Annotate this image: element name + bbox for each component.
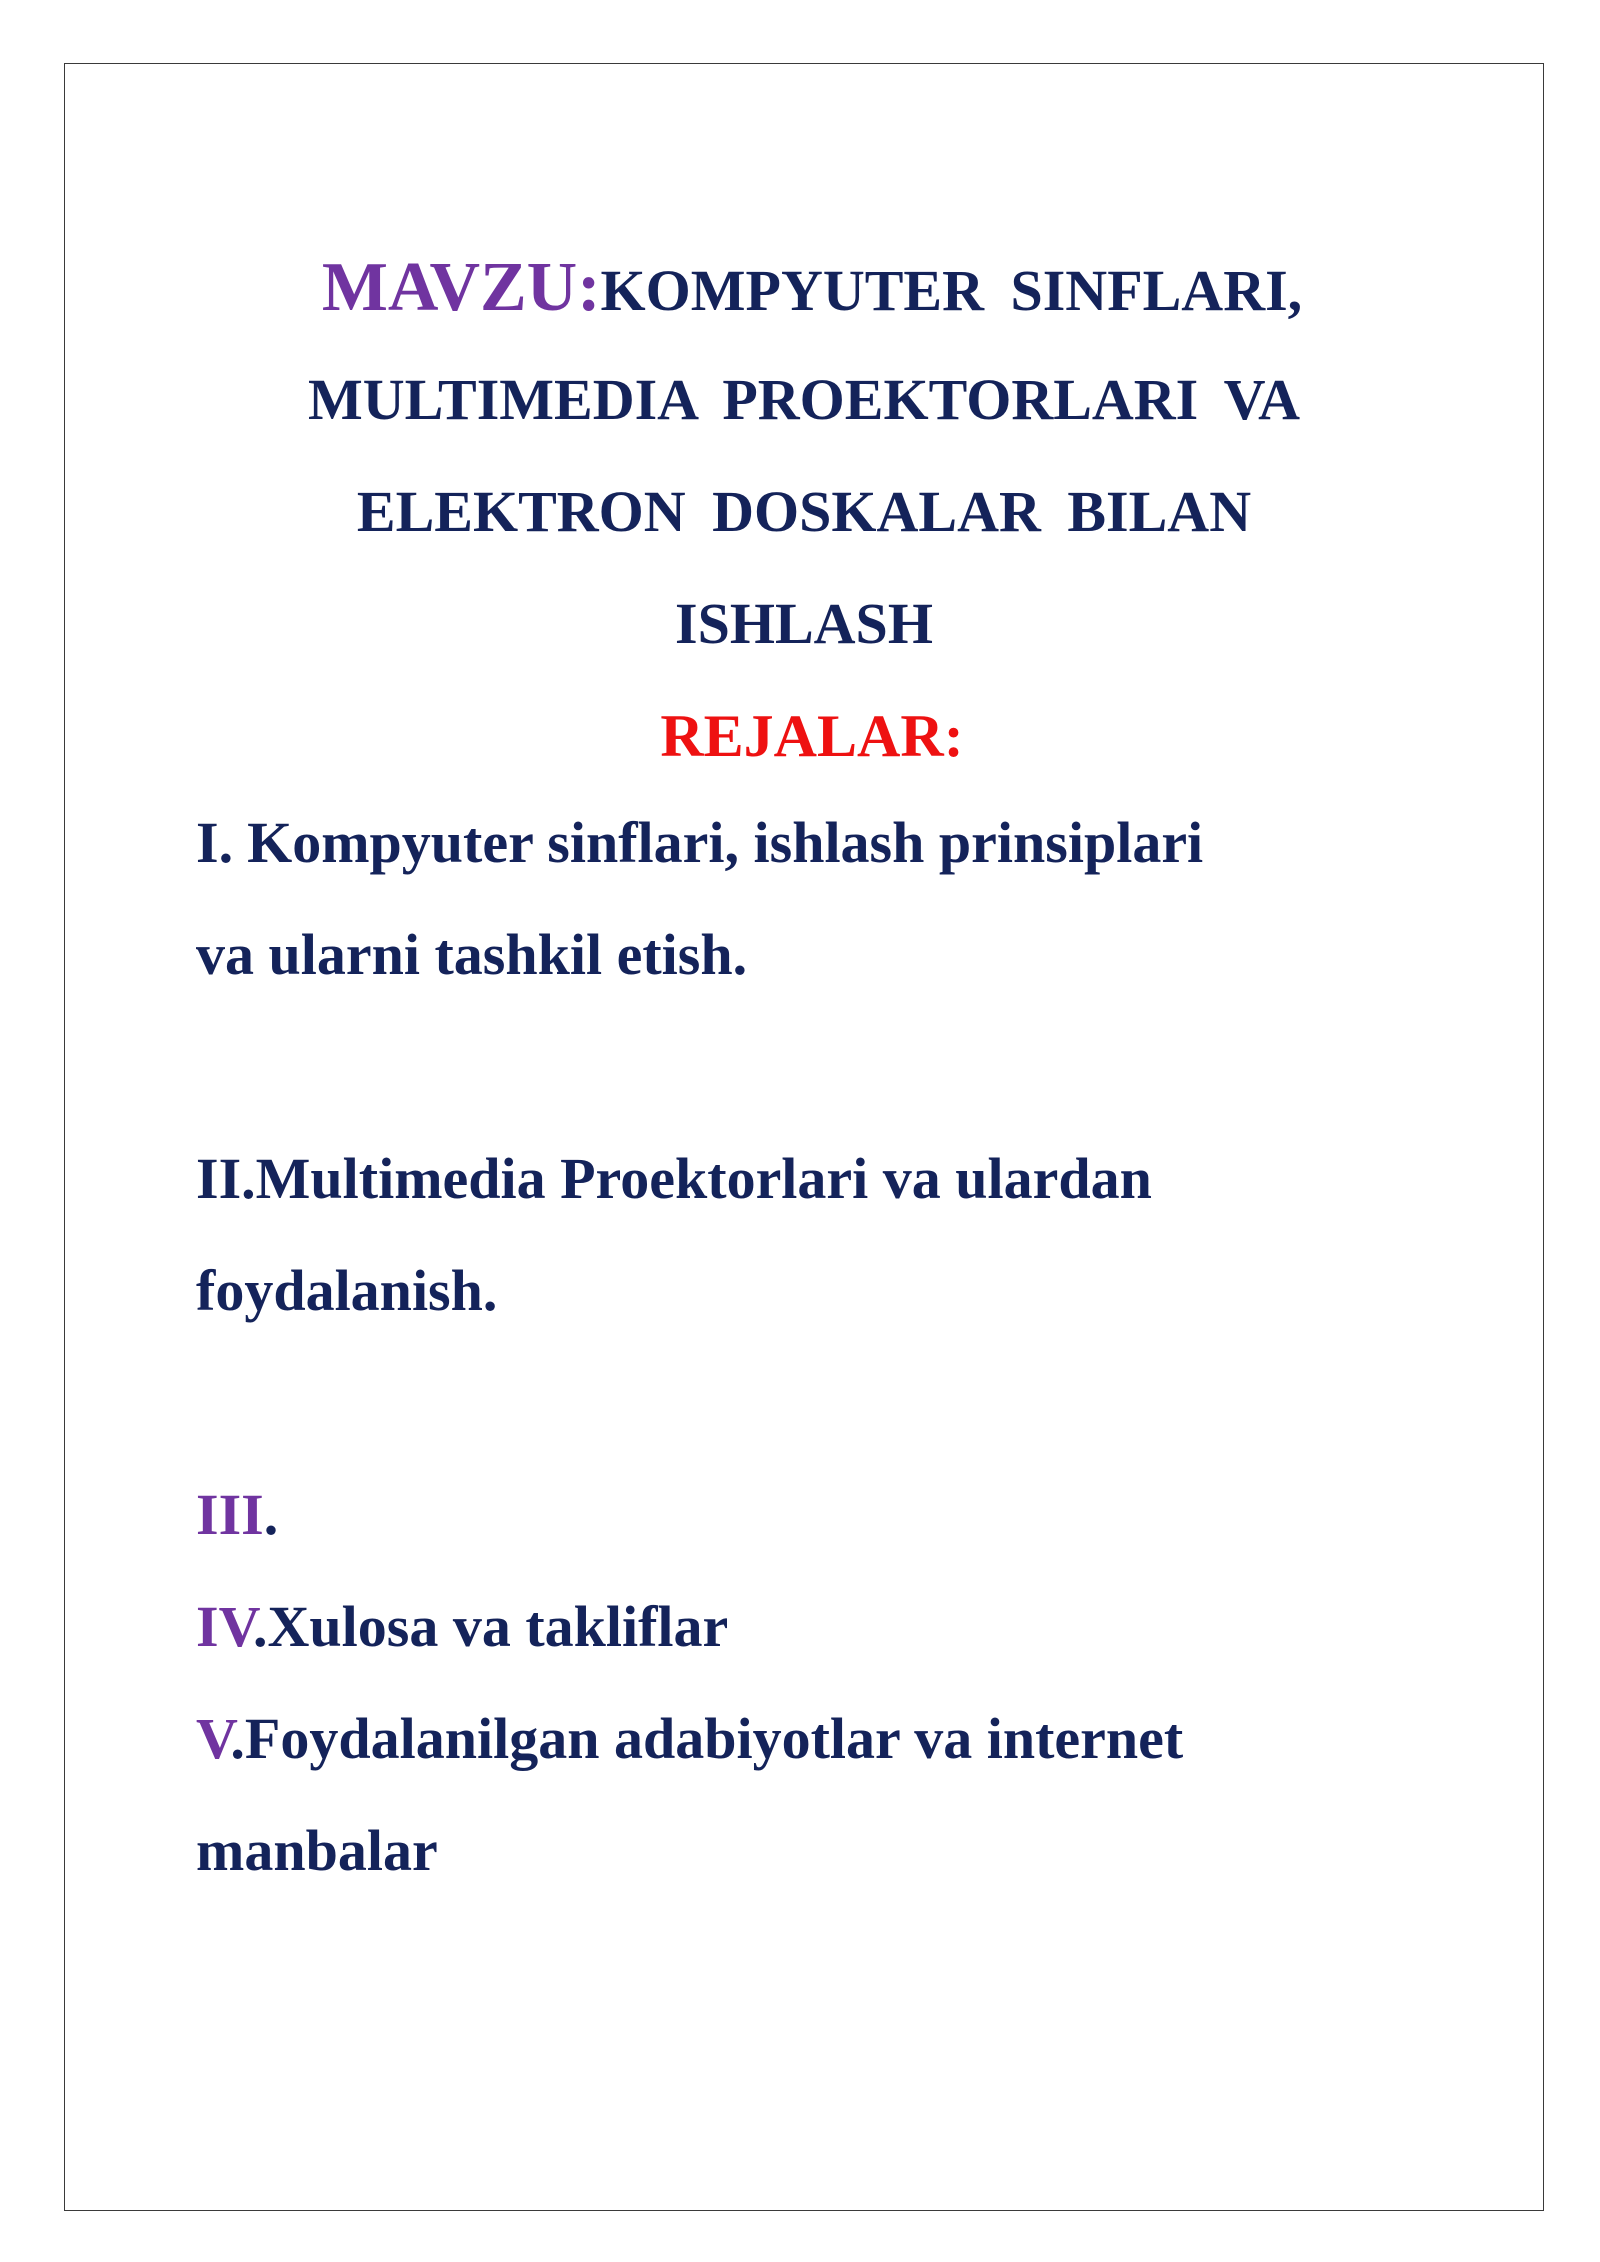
plan-item-2: [196, 1123, 1476, 1235]
title-text-1: KOMPYUTER SINFLARI,: [600, 258, 1303, 323]
plan-item-1-text: Kompyuter sinflari, ishlash prinsiplari: [247, 810, 1204, 875]
title-line-2: MULTIMEDIA PROEKTORLARI VA: [308, 367, 1300, 432]
plan-item-2-continuation: foydalanish.: [196, 1258, 498, 1323]
plan-spacer: [196, 1347, 1476, 1459]
plan-item-1-continuation: va ularni tashkil etish.: [196, 922, 748, 987]
title-line-4: ISHLASH: [675, 591, 933, 656]
plan-item-4-numeral: IV: [196, 1594, 253, 1659]
plan-item-3-text: .: [263, 1482, 279, 1547]
plan-item-3-numeral: III: [196, 1482, 264, 1547]
mavzu-label: MAVZU:: [321, 249, 601, 326]
plan-item-1: [196, 787, 1476, 899]
plan-item-2-numeral: II.: [196, 1146, 256, 1211]
plan-item-1-numeral: I.: [196, 810, 234, 875]
title-block: [64, 232, 1544, 792]
plan-heading: REJALAR:: [660, 703, 964, 769]
plan-item-5-numeral: V: [196, 1706, 231, 1771]
plan-spacer: [196, 1011, 1476, 1123]
plan-item-4-text: .Xulosa va takliflar: [252, 1594, 729, 1659]
plan-item-5-text: .Foydalanilgan adabiyotlar va internet: [230, 1706, 1184, 1771]
plan-item-2-text: Multimedia Proektorlari va ulardan: [255, 1146, 1152, 1211]
plan-item-3: [196, 1459, 1476, 1571]
plan-list: [196, 787, 1476, 1907]
plan-item-5-continuation: manbalar: [196, 1818, 438, 1883]
title-line-3: ELEKTRON DOSKALAR BILAN: [356, 479, 1252, 544]
plan-item-4: [196, 1571, 1476, 1683]
plan-item-5: [196, 1683, 1476, 1795]
title-line-1: [64, 232, 1544, 344]
